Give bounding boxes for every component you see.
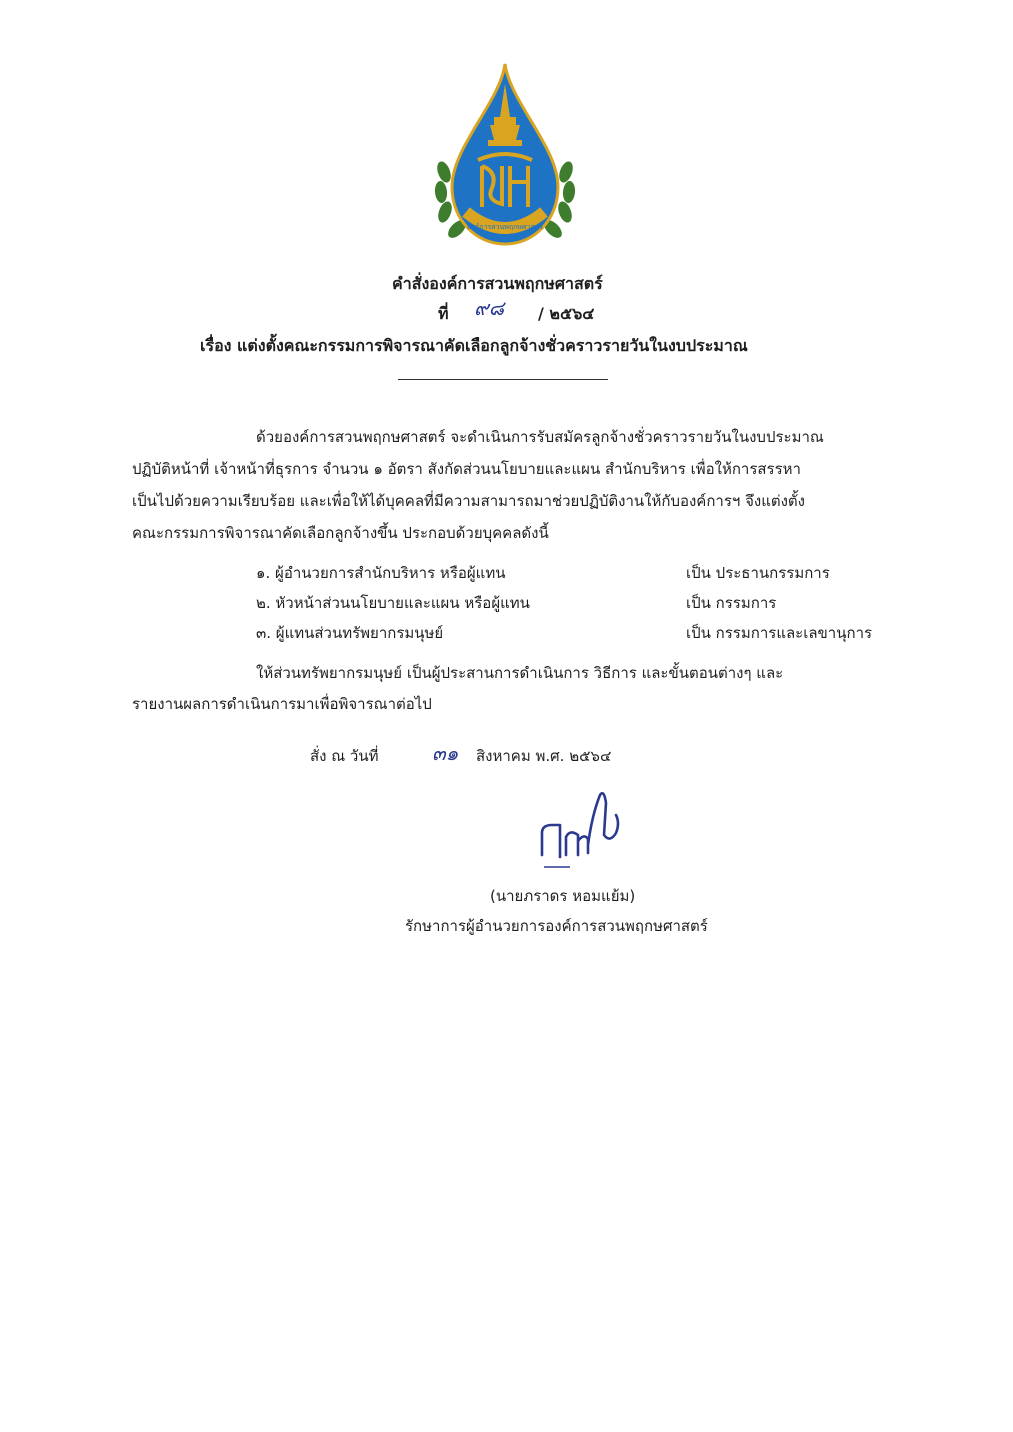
committee-member-2: ๒. หัวหน้าส่วนนโยบายและแผน หรือผู้แทน: [256, 594, 530, 612]
signatory-position: รักษาการผู้อำนวยการองค์การสวนพฤกษศาสตร์: [405, 917, 708, 935]
committee-role-2: เป็น กรรมการ: [686, 594, 777, 612]
date-prefix: สั่ง ณ วันที่: [310, 747, 379, 765]
order-title: คำสั่งองค์การสวนพฤกษศาสตร์: [392, 274, 603, 293]
order-number-label: ที่: [438, 304, 449, 323]
committee-role-3: เป็น กรรมการและเลขานุการ: [686, 624, 873, 642]
title-divider: [398, 379, 608, 380]
signature-icon: [530, 785, 630, 870]
closing-line-1: ให้ส่วนทรัพยากรมนุษย์ เป็นผู้ประสานการดำเนินการ วิธีการ และขั้นตอนต่างๆ และ: [256, 664, 784, 682]
order-number-handwritten: ๙๘: [474, 296, 505, 320]
body-line-1: ด้วยองค์การสวนพฤกษศาสตร์ จะดำเนินการรับสมัครลูกจ้างชั่วคราวรายวันในงบประมาณ: [256, 428, 824, 446]
body-line-4: คณะกรรมการพิจารณาคัดเลือกลูกจ้างขึ้น ประกอบด้วยบุคคลดังนี้: [132, 524, 549, 542]
signatory-name: (นายภราดร หอมแย้ม): [490, 887, 636, 905]
logo-text: องค์การสวนพฤกษศาสตร์: [467, 223, 543, 231]
order-subject: เรื่อง แต่งตั้งคณะกรรมการพิจารณาคัดเลือกลูกจ้างชั่วคราวรายวันในงบประมาณ: [200, 336, 748, 355]
organization-logo: [430, 62, 580, 252]
date-day-handwritten: ๓๑: [432, 741, 459, 765]
date-month-year: สิงหาคม พ.ศ. ๒๕๖๔: [476, 747, 612, 765]
order-number-year: / ๒๕๖๔: [538, 304, 595, 323]
body-line-3: เป็นไปด้วยความเรียบร้อย และเพื่อให้ได้บุคคลที่มีความสามารถมาช่วยปฏิบัติงานให้กับองค์การฯ จึงแต่งตั้ง: [132, 492, 806, 510]
committee-role-1: เป็น ประธานกรรมการ: [686, 564, 830, 582]
body-line-2: ปฏิบัติหน้าที่ เจ้าหน้าที่ธุรการ จำนวน ๑ อัตรา สังกัดส่วนนโยบายและแผน สำนักบริหาร เพื่อให้การสรรหา: [132, 460, 801, 478]
committee-member-3: ๓. ผู้แทนส่วนทรัพยากรมนุษย์: [256, 624, 444, 642]
committee-member-1: ๑. ผู้อำนวยการสำนักบริหาร หรือผู้แทน: [256, 564, 506, 582]
closing-line-2: รายงานผลการดำเนินการมาเพื่อพิจารณาต่อไป: [132, 695, 432, 713]
